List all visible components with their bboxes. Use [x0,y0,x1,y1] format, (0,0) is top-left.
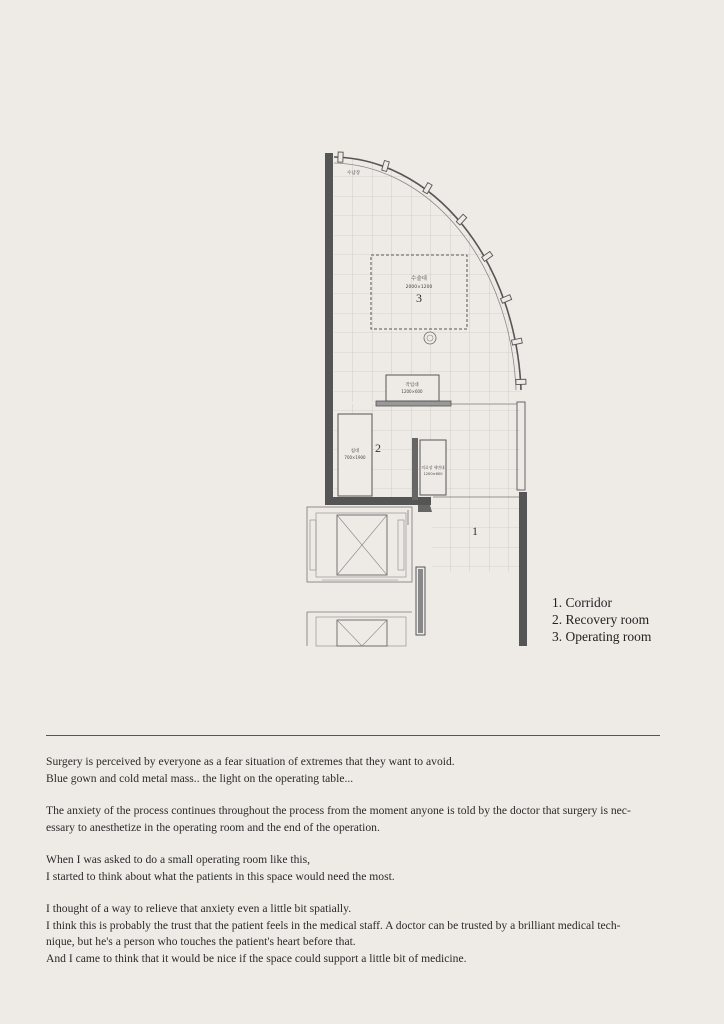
recovery-room-number: 2 [375,441,381,455]
operating-room-floor [333,157,528,404]
bed-size: 700×1900 [344,455,366,460]
text-line: nique, but he's a person who touches the patient's heart before that. [46,935,356,948]
door-jamb [418,505,432,512]
text-line: Blue gown and cold metal mass.. the light on the operating table... [46,771,354,785]
paragraph-3 [46,852,666,885]
medical-cabinet [420,440,446,495]
corridor-wall [519,492,527,646]
bed-name: 침대 [350,449,360,454]
window-mullion [423,183,432,194]
room-legend [552,594,651,645]
storage-label: 수납장 [347,171,361,176]
text-line: The anxiety of the process continues throughout the process from the moment anyone is told by the doctor that surgery is nec- [46,804,631,817]
paragraph-2 [46,803,666,836]
elevator-shaft-lower [307,612,412,646]
workbench-name: 작업대 [405,383,419,388]
recovery-bed [338,414,372,496]
operating-room-number: 3 [416,291,422,305]
workbench [386,375,439,401]
text-line: I started to think about what the patients in this space would need the most. [46,869,395,883]
elevator-shaft-upper [307,507,412,582]
window-mullion [338,152,343,162]
operating-table-size: 2000×1200 [405,285,433,290]
window-mullion [516,379,526,384]
room-divider [376,401,451,406]
legend-item-corridor: 1. Corridor [552,595,612,610]
text-line: I thought of a way to relieve that anxiety even a little bit spatially. [46,902,352,915]
text-line: When I was asked to do a small operating room like this, [46,853,311,866]
stool-icon [424,332,436,344]
legend-item-operating-room: 3. Operating room [552,629,652,644]
paragraph-1 [46,754,666,787]
section-divider [46,735,660,736]
partition-wall [412,438,418,500]
corridor-number: 1 [472,524,478,538]
operating-table-name: 수술대 [411,276,427,282]
text-line: And I came to think that it would be nice if the space could support a little bit of medicine. [46,951,467,965]
paragraph-4 [46,901,666,967]
window-mullion [482,251,493,261]
cabinet-name: 의료장 세면대 [421,465,445,470]
text-line: essary to anesthetize in the operating room and the end of the operation. [46,820,380,834]
left-wall [325,153,333,505]
description-text [46,754,666,983]
corridor-door-leaf [418,569,423,633]
legend-item-recovery-room: 2. Recovery room [552,612,650,627]
text-line: I think this is probably the trust that the patient feels in the medical staff. A doctor can be trusted by a brilliant medical tech- [46,918,621,932]
workbench-size: 1200×600 [401,389,423,394]
cabinet-size: 1200×600 [423,472,443,476]
text-line: Surgery is perceived by everyone as a fear situation of extremes that they want to avoid. [46,755,455,768]
window-mullion [456,214,466,225]
